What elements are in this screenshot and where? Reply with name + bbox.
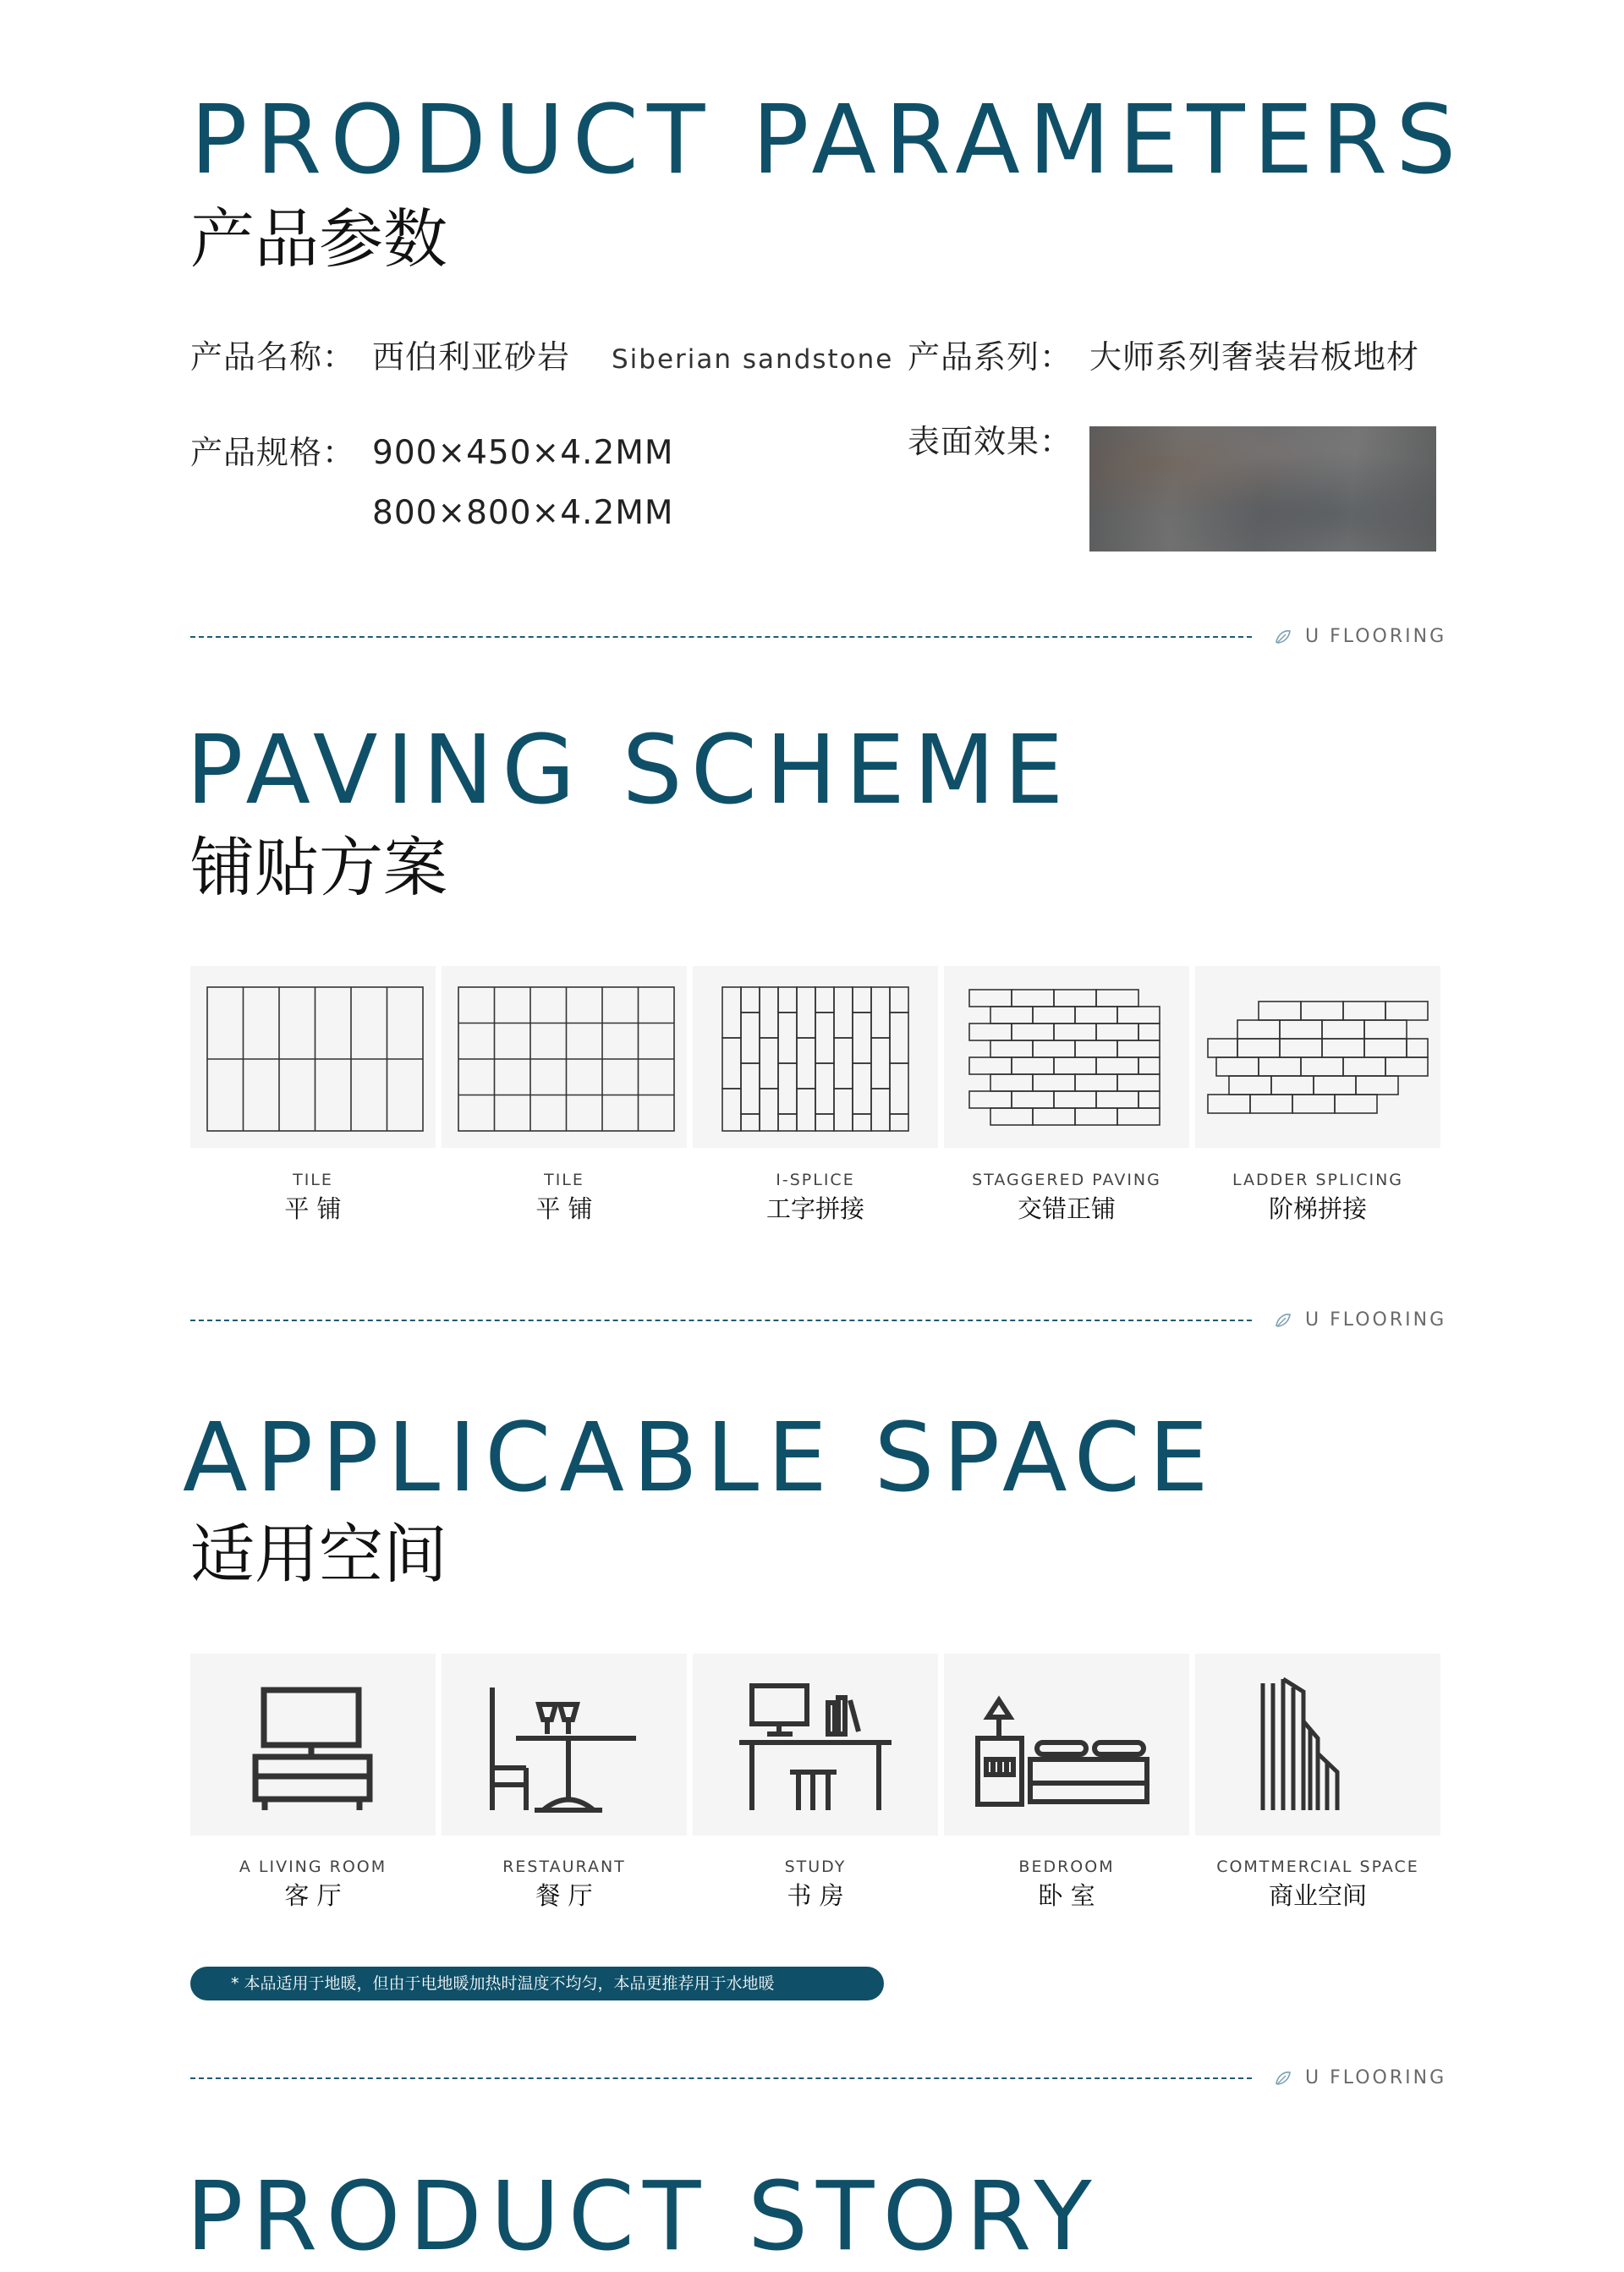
leaf-logo-icon	[1273, 627, 1293, 647]
section-title-space-en: APPLICABLE SPACE	[183, 1403, 1217, 1513]
space-caption-1	[190, 1859, 436, 1908]
product-spec-2: 800×800×4.2MM	[372, 494, 674, 532]
paving-caption-en: TILE	[544, 1171, 584, 1189]
space-card-bedroom	[944, 1654, 1189, 1836]
paving-caption-cn: 平 铺	[284, 1194, 342, 1223]
paving-caption-en: TILE	[293, 1171, 333, 1189]
paving-caption-cn: 工字拼接	[765, 1194, 864, 1223]
product-name-label: 产品名称：	[190, 338, 356, 376]
space-caption-cn: 卧 室	[1038, 1881, 1095, 1910]
product-series-label: 产品系列：	[908, 338, 1073, 376]
section-divider	[190, 2077, 1252, 2079]
tv-cabinet-icon	[190, 1654, 436, 1836]
paving-caption-4	[944, 1172, 1189, 1221]
section-title-parameters-en: PRODUCT PARAMETERS	[190, 85, 1465, 195]
space-caption-cn: 客 厅	[284, 1881, 342, 1910]
paving-caption-en: STAGGERED PAVING	[972, 1171, 1161, 1189]
product-series-value: 大师系列奢装岩板地材	[1089, 338, 1420, 376]
paving-caption-3	[693, 1172, 938, 1221]
paving-caption-5	[1195, 1172, 1440, 1221]
space-card-restaurant	[442, 1654, 687, 1836]
pattern-card-i-splice	[693, 966, 938, 1148]
surface-effect-label: 表面效果：	[908, 423, 1073, 460]
space-caption-en: STUDY	[784, 1858, 847, 1876]
buildings-icon	[1195, 1654, 1440, 1836]
product-spec-label: 产品规格：	[190, 434, 356, 471]
product-spec-1: 900×450×4.2MM	[372, 434, 674, 472]
pattern-card-tile-grid-large	[190, 966, 436, 1148]
space-caption-cn: 商业空间	[1268, 1881, 1367, 1910]
section-title-space-cn: 适用空间	[190, 1517, 447, 1592]
brand-name: U FLOORING	[1305, 626, 1447, 647]
section-title-paving-en: PAVING SCHEME	[186, 716, 1073, 826]
space-card-living-room	[190, 1654, 436, 1836]
section-title-parameters-cn: 产品参数	[190, 201, 447, 277]
desk-computer-icon	[693, 1654, 938, 1836]
paving-caption-en: LADDER SPLICING	[1232, 1171, 1404, 1189]
space-caption-en: BEDROOM	[1018, 1858, 1115, 1876]
paving-patterns	[190, 966, 1442, 1148]
brand-mark	[1273, 1310, 1446, 1331]
dining-table-icon	[442, 1654, 687, 1836]
product-name-cn: 西伯利亚砂岩	[372, 338, 571, 376]
space-caption-5	[1195, 1859, 1440, 1908]
section-title-story-en: PRODUCT STORY	[186, 2162, 1100, 2272]
pattern-card-tile-grid-small	[442, 966, 687, 1148]
paving-caption-cn: 阶梯拼接	[1268, 1194, 1367, 1223]
brand-name: U FLOORING	[1305, 2067, 1447, 2088]
section-divider	[190, 636, 1252, 638]
space-caption-cn: 书 房	[787, 1881, 844, 1910]
space-caption-cn: 餐 厅	[535, 1881, 593, 1910]
paving-caption-cn: 交错正铺	[1017, 1194, 1116, 1223]
space-caption-3	[693, 1859, 938, 1908]
product-name-en: Siberian sandstone	[612, 344, 894, 375]
pattern-card-staggered	[944, 966, 1189, 1148]
brand-mark	[1273, 2068, 1446, 2088]
pattern-card-ladder	[1195, 966, 1440, 1148]
paving-caption-cn: 平 铺	[535, 1194, 593, 1223]
brand-name: U FLOORING	[1305, 1309, 1447, 1331]
leaf-logo-icon	[1273, 2068, 1293, 2088]
surface-sample-image	[1089, 426, 1436, 552]
leaf-logo-icon	[1273, 1310, 1293, 1331]
bed-lamp-icon	[944, 1654, 1189, 1836]
heating-note-banner: * 本品适用于地暖，但由于电地暖加热时温度不均匀，本品更推荐用于水地暖	[190, 1967, 884, 2000]
space-caption-en: COMTMERCIAL SPACE	[1216, 1858, 1419, 1876]
space-card-commercial	[1195, 1654, 1440, 1836]
space-caption-en: A LIVING ROOM	[239, 1858, 387, 1876]
space-caption-2	[442, 1859, 687, 1908]
space-caption-4	[944, 1859, 1189, 1908]
paving-caption-1	[190, 1172, 436, 1221]
space-card-study	[693, 1654, 938, 1836]
paving-caption-2	[442, 1172, 687, 1221]
brand-mark	[1273, 627, 1446, 647]
section-title-paving-cn: 铺贴方案	[190, 830, 447, 905]
space-icons	[190, 1654, 1442, 1836]
space-caption-en: RESTAURANT	[502, 1858, 626, 1876]
paving-caption-en: I-SPLICE	[776, 1171, 855, 1189]
section-divider	[190, 1320, 1252, 1321]
